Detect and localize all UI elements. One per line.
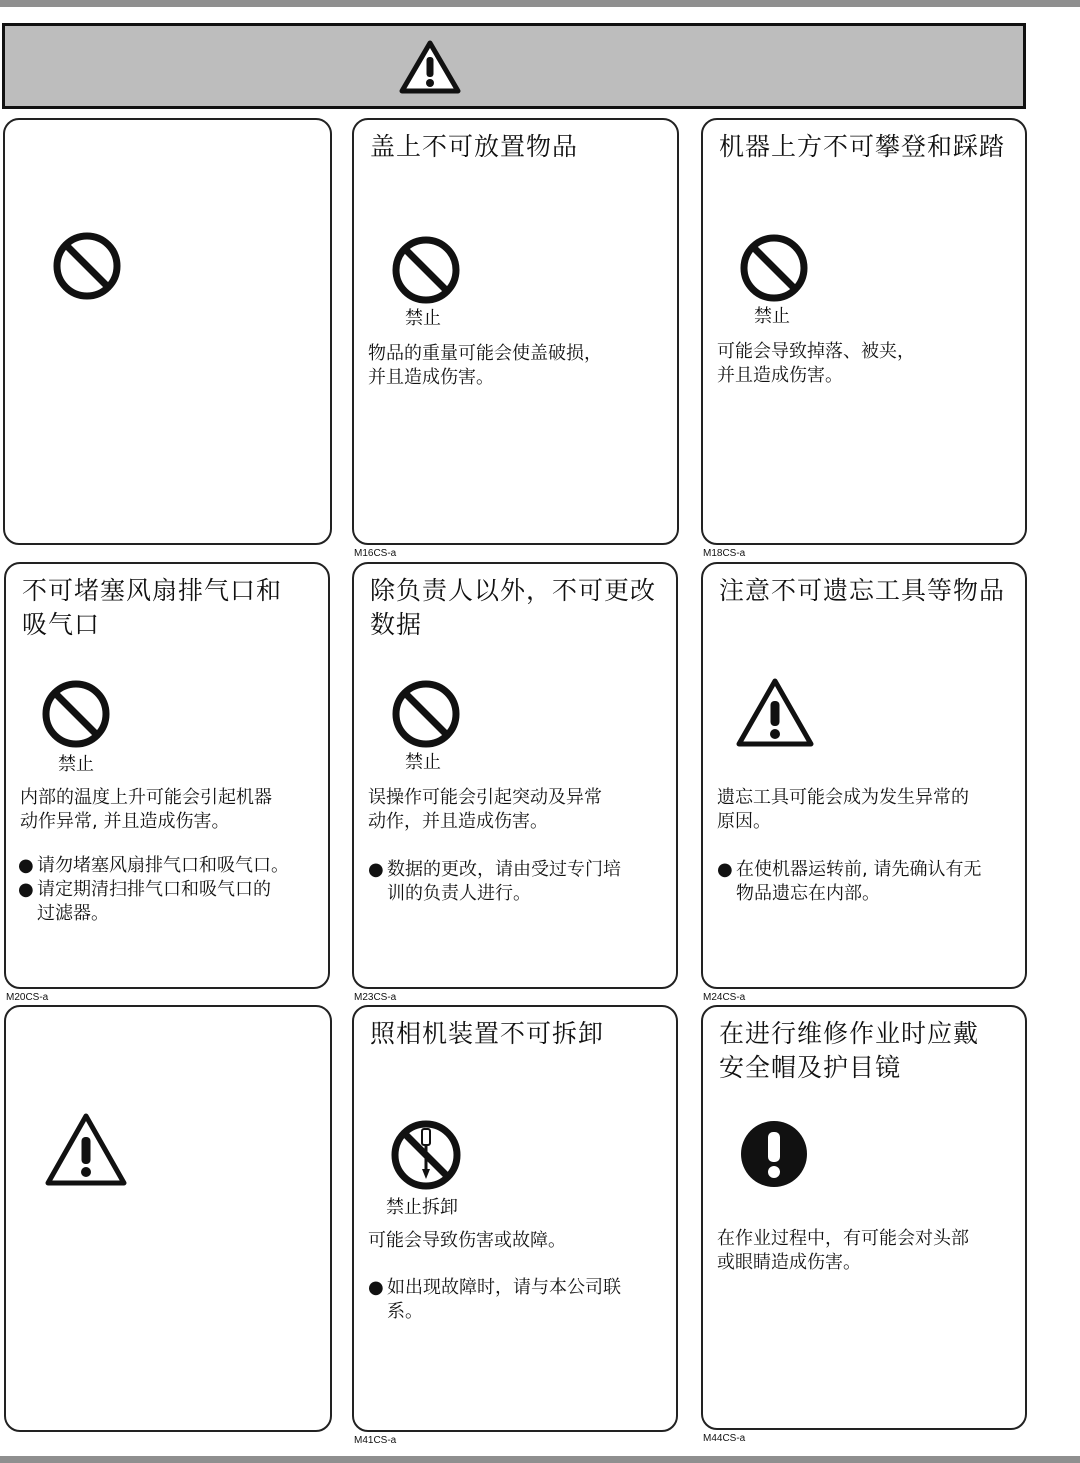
bullet-line: 数据的更改，请由受过专门培: [387, 859, 621, 880]
bullet-text: [387, 1276, 621, 1324]
warning-triangle-icon: [44, 1111, 128, 1187]
header-banner: [2, 23, 1026, 109]
desc-line: 动作，并且造成伤害。: [368, 811, 548, 832]
bullet-item: [368, 858, 678, 906]
prohibition-icon: [51, 230, 123, 302]
bullet-item: [717, 858, 1027, 906]
icon-caption: 禁止: [754, 306, 790, 327]
bullet-line: 训的负责人进行。: [387, 883, 531, 904]
desc-line: 并且造成伤害。: [368, 367, 494, 388]
bullet-dot: ●: [368, 1277, 384, 1298]
bullet-list: [18, 854, 328, 926]
document-code: M24CS-a: [703, 992, 746, 1003]
document-code: M41CS-a: [354, 1435, 397, 1446]
prohibition-icon: [40, 678, 112, 750]
bullet-line: 如出现故障时，请与本公司联: [387, 1277, 621, 1298]
prohibition-icon: [738, 232, 810, 304]
bullet-text: [37, 878, 271, 926]
document-code: M16CS-a: [354, 548, 397, 559]
card-no-data-change: [352, 562, 678, 989]
card-title: [22, 574, 322, 642]
icon-caption: 禁止: [405, 752, 441, 773]
card-no-forgotten-tools: [701, 562, 1027, 989]
card-title: [719, 1017, 1019, 1085]
title-line: 不可堵塞风扇排气口和: [22, 576, 283, 605]
card-description: [368, 786, 668, 834]
bullet-text: [736, 858, 981, 906]
top-bar: [0, 0, 1080, 7]
card-description: [717, 340, 1017, 388]
card-no-objects-on-cover: [352, 118, 679, 545]
desc-line: 可能会导致伤害或故障。: [368, 1230, 566, 1251]
card-description: [717, 1227, 1017, 1275]
bullet-item: [18, 854, 328, 878]
desc-line: 内部的温度上升可能会引起机器: [20, 787, 272, 808]
icon-caption: 禁止: [405, 308, 441, 329]
exclamation-circle-icon: [739, 1119, 809, 1189]
title-line: 吸气口: [22, 610, 101, 639]
card-description: [20, 786, 320, 834]
bullet-list: [717, 858, 1027, 906]
bullet-line: 在使机器运转前, 请先确认有无: [736, 859, 982, 880]
document-code: M23CS-a: [354, 992, 397, 1003]
card-description: [717, 786, 1017, 834]
no-disassembly-icon: [388, 1117, 464, 1193]
title-line: 数据: [370, 610, 423, 639]
bullet-text: 请勿堵塞风扇排气口和吸气口。: [37, 855, 289, 876]
card-no-climbing: [701, 118, 1027, 545]
card-wear-helmet-goggles: [701, 1005, 1027, 1430]
bullet-dot: ●: [18, 879, 34, 900]
card-title: 盖上不可放置物品: [370, 132, 579, 161]
card-warning-blank: [4, 1005, 332, 1432]
icon-caption: 禁止: [58, 754, 94, 775]
document-code: M20CS-a: [6, 992, 49, 1003]
desc-line: 可能会导致掉落、被夹，: [717, 341, 915, 362]
prohibition-icon: [390, 234, 462, 306]
title-line: 除负责人以外，不可更改: [370, 576, 657, 605]
title-line: 在进行维修作业时应戴: [719, 1019, 980, 1048]
bullet-item: [18, 878, 328, 926]
desc-line: 动作异常, 并且造成伤害。: [20, 811, 230, 832]
bottom-bar: [0, 1456, 1080, 1463]
card-no-blocking-vents: [4, 562, 330, 989]
card-description: [368, 1229, 668, 1253]
card-title: [370, 574, 670, 642]
bullet-line: 请定期清扫排气口和吸气口的: [37, 879, 271, 900]
desc-line: 误操作可能会引起突动及异常: [368, 787, 602, 808]
prohibition-icon: [390, 678, 462, 750]
desc-line: 或眼睛造成伤害。: [717, 1252, 861, 1273]
card-description: [368, 342, 668, 390]
desc-line: 遗忘工具可能会成为发生异常的: [717, 787, 969, 808]
bullet-line: 过滤器。: [37, 903, 109, 924]
bullet-item: [368, 1276, 678, 1324]
warning-triangle-icon: [399, 40, 461, 94]
bullet-text: [387, 858, 621, 906]
card-prohibition-blank: [3, 118, 332, 545]
desc-line: 在作业过程中，有可能会对头部: [717, 1228, 969, 1249]
desc-line: 原因。: [717, 811, 771, 832]
bullet-dot: ●: [18, 855, 34, 876]
bullet-line: 系。: [387, 1301, 423, 1322]
title-line: 安全帽及护目镜: [719, 1053, 902, 1082]
card-title: 机器上方不可攀登和踩踏: [719, 132, 1006, 161]
card-no-camera-disassembly: [352, 1005, 678, 1432]
card-title: 注意不可遗忘工具等物品: [719, 576, 1006, 605]
document-code: M44CS-a: [703, 1433, 746, 1444]
card-title: 照相机装置不可拆卸: [370, 1019, 605, 1048]
desc-line: 并且造成伤害。: [717, 365, 843, 386]
bullet-dot: ●: [717, 859, 733, 880]
warning-triangle-icon: [735, 676, 815, 748]
icon-caption: 禁止拆卸: [386, 1197, 458, 1218]
bullet-list: [368, 858, 678, 906]
bullet-list: [368, 1276, 678, 1324]
document-code: M18CS-a: [703, 548, 746, 559]
desc-line: 物品的重量可能会使盖破损，: [368, 343, 602, 364]
bullet-dot: ●: [368, 859, 384, 880]
bullet-line: 物品遗忘在内部。: [736, 883, 880, 904]
